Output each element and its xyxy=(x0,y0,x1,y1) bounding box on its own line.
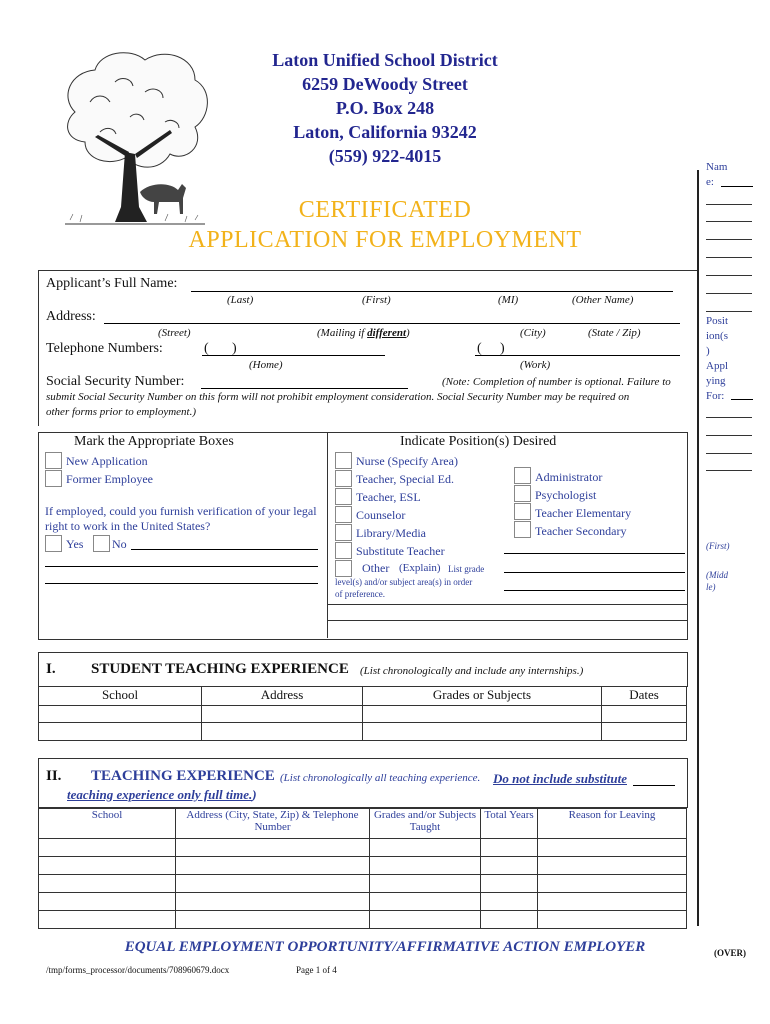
work-area-close: ) xyxy=(500,341,505,356)
sidebar-first-caption: (First) xyxy=(706,541,730,551)
other-checkbox[interactable] xyxy=(335,560,352,577)
nurse-checkbox[interactable] xyxy=(335,452,352,469)
sidebar-positions-field[interactable] xyxy=(731,399,753,400)
teacher-secondary-label: Teacher Secondary xyxy=(535,524,627,538)
positions-row-line-2 xyxy=(327,620,687,621)
col-total-years: Total Years xyxy=(481,809,538,839)
explanation-line-2[interactable] xyxy=(45,583,318,584)
sidebar-line[interactable] xyxy=(706,257,752,258)
student-teaching-table xyxy=(38,686,687,741)
other-name-caption: (Other Name) xyxy=(572,294,634,306)
teacher-elementary-checkbox[interactable] xyxy=(514,503,531,520)
no-explanation-line[interactable] xyxy=(131,549,318,550)
library-media-label: Library/Media xyxy=(356,526,426,540)
sidebar-line[interactable] xyxy=(706,275,752,276)
section-2-underline-extension xyxy=(633,785,675,786)
other-line-2[interactable] xyxy=(504,572,685,573)
work-verification-question: If employed, could you furnish verification of your legal right to work in the United States? xyxy=(45,504,317,533)
table-row[interactable] xyxy=(39,839,687,857)
telephone-label: Telephone Numbers: xyxy=(46,341,163,356)
explanation-line-1[interactable] xyxy=(45,566,318,567)
sidebar-line[interactable] xyxy=(706,417,752,418)
city-caption: (City) xyxy=(520,327,546,339)
former-employee-checkbox[interactable] xyxy=(45,470,62,487)
full-name-field[interactable] xyxy=(191,291,673,292)
district-city: Laton, California 93242 xyxy=(293,122,477,142)
col-address-phone: Address (City, State, Zip) & Telephone Number xyxy=(176,809,370,839)
mailing-caption: (Mailing if different) xyxy=(317,327,410,339)
table-row[interactable] xyxy=(39,857,687,875)
former-employee-label: Former Employee xyxy=(66,472,153,486)
table-row[interactable] xyxy=(39,706,687,723)
mark-boxes-header: Mark the Appropriate Boxes xyxy=(74,434,234,449)
district-header xyxy=(190,48,580,168)
new-application-checkbox[interactable] xyxy=(45,452,62,469)
section-1-title: STUDENT TEACHING EXPERIENCE xyxy=(91,661,349,677)
positions-header: Indicate Position(s) Desired xyxy=(400,434,557,449)
sidebar-name-label: Nam e: xyxy=(706,161,728,188)
sidebar-line[interactable] xyxy=(706,435,752,436)
teaching-experience-table xyxy=(38,808,687,929)
section-2-note: (List chronologically all teaching experience. xyxy=(280,772,481,784)
table-row[interactable] xyxy=(39,875,687,893)
table-row[interactable] xyxy=(39,893,687,911)
sidebar-line[interactable] xyxy=(706,293,752,294)
administrator-label: Administrator xyxy=(535,470,603,484)
section-2-number: II. xyxy=(46,768,62,784)
teacher-elementary-label: Teacher Elementary xyxy=(535,506,632,520)
first-caption: (First) xyxy=(362,294,391,306)
address-field[interactable] xyxy=(104,323,680,324)
other-line-3[interactable] xyxy=(504,590,685,591)
counselor-label: Counselor xyxy=(356,508,406,522)
psychologist-checkbox[interactable] xyxy=(514,485,531,502)
sidebar-line[interactable] xyxy=(706,221,752,222)
work-area-open: ( xyxy=(477,341,482,356)
substitute-teacher-label: Substitute Teacher xyxy=(356,544,445,558)
new-application-label: New Application xyxy=(66,454,148,468)
table-row[interactable] xyxy=(39,911,687,929)
administrator-checkbox[interactable] xyxy=(514,467,531,484)
section-1-number: I. xyxy=(46,661,56,677)
ssn-field[interactable] xyxy=(201,388,408,389)
section-2-emphasis-line2: teaching experience only full time.) xyxy=(67,787,257,802)
home-area-close: ) xyxy=(232,341,237,356)
no-label: No xyxy=(112,537,127,551)
full-name-label: Applicant’s Full Name: xyxy=(46,276,178,291)
nurse-label: Nurse (Specify Area) xyxy=(356,454,458,468)
counselor-checkbox[interactable] xyxy=(335,506,352,523)
teacher-esl-label: Teacher, ESL xyxy=(356,490,421,504)
file-path: /tmp/forms_processor/documents/708960679.docx xyxy=(46,965,230,975)
list-grade-label: List grade xyxy=(448,564,485,574)
section-2-title: TEACHING EXPERIENCE xyxy=(91,768,275,784)
form-title-1: CERTIFICATED xyxy=(298,197,472,223)
yes-checkbox[interactable] xyxy=(45,535,62,552)
col-grades-subjects: Grades and/or Subjects Taught xyxy=(370,809,481,839)
ssn-note-line3: other forms prior to employment.) xyxy=(46,406,197,418)
different-emphasis: different xyxy=(367,327,407,339)
sidebar-line[interactable] xyxy=(706,311,752,312)
sidebar-line[interactable] xyxy=(706,239,752,240)
district-name: Laton Unified School District xyxy=(272,50,498,70)
sidebar-middle-caption: (Midd le) xyxy=(706,570,728,592)
no-checkbox[interactable] xyxy=(93,535,110,552)
list-grade-line3: of preference. xyxy=(335,589,385,599)
substitute-teacher-checkbox[interactable] xyxy=(335,542,352,559)
library-media-checkbox[interactable] xyxy=(335,524,352,541)
other-label: Other xyxy=(362,561,390,575)
other-line-1[interactable] xyxy=(504,553,685,554)
last-caption: (Last) xyxy=(227,294,254,306)
page-number: Page 1 of 4 xyxy=(296,965,337,975)
teacher-secondary-checkbox[interactable] xyxy=(514,521,531,538)
work-caption: (Work) xyxy=(520,359,551,371)
home-caption: (Home) xyxy=(249,359,283,371)
positions-row-line xyxy=(327,604,687,605)
col-school: School xyxy=(39,687,202,706)
ssn-note-line2: submit Social Security Number on this form will not prohibit employment consideration. Social Security Number may be required on xyxy=(46,391,630,403)
home-area-open: ( xyxy=(204,341,209,356)
teacher-esl-checkbox[interactable] xyxy=(335,488,352,505)
col-school: School xyxy=(39,809,176,839)
teacher-special-ed-label: Teacher, Special Ed. xyxy=(356,472,454,486)
district-pobox: P.O. Box 248 xyxy=(335,98,435,118)
district-phone: (559) 922-4015 xyxy=(328,146,442,166)
table-row[interactable] xyxy=(39,723,687,741)
sidebar-positions-label: Posit ion(s ) Appl ying For: xyxy=(706,315,729,402)
state-zip-caption: (State / Zip) xyxy=(588,327,641,339)
mi-caption: (MI) xyxy=(498,294,519,306)
ssn-note: (Note: Completion of number is optional. Failure to xyxy=(442,376,671,388)
sidebar-line[interactable] xyxy=(706,453,752,454)
sidebar-divider xyxy=(697,170,699,926)
sidebar-name-field[interactable] xyxy=(721,186,753,187)
sidebar-line[interactable] xyxy=(706,470,752,471)
col-dates: Dates xyxy=(602,687,687,706)
section-1-note: (List chronologically and include any internships.) xyxy=(360,665,584,677)
yes-label: Yes xyxy=(66,537,84,551)
street-caption: (Street) xyxy=(158,327,191,339)
psychologist-label: Psychologist xyxy=(535,488,597,502)
work-phone-field[interactable] xyxy=(475,355,680,356)
col-grades: Grades or Subjects xyxy=(363,687,602,706)
ssn-label: Social Security Number: xyxy=(46,374,185,389)
list-grade-line2: level(s) and/or subject area(s) in order xyxy=(335,577,473,587)
form-title-2: APPLICATION FOR EMPLOYMENT xyxy=(188,227,582,253)
over-label: (OVER) xyxy=(714,948,746,958)
teacher-special-ed-checkbox[interactable] xyxy=(335,470,352,487)
section-2-emphasis: Do not include substitute xyxy=(493,771,627,786)
col-address: Address xyxy=(202,687,363,706)
address-label: Address: xyxy=(46,309,96,324)
sidebar-line[interactable] xyxy=(706,204,752,205)
eeo-statement: EQUAL EMPLOYMENT OPPORTUNITY/AFFIRMATIVE ACTION EMPLOYER xyxy=(124,939,646,955)
explain-label: (Explain) xyxy=(399,562,441,574)
home-phone-field[interactable] xyxy=(202,355,385,356)
district-street: 6259 DeWoody Street xyxy=(302,74,468,94)
boxes-divider xyxy=(327,432,328,638)
col-reason-leaving: Reason for Leaving xyxy=(538,809,687,839)
